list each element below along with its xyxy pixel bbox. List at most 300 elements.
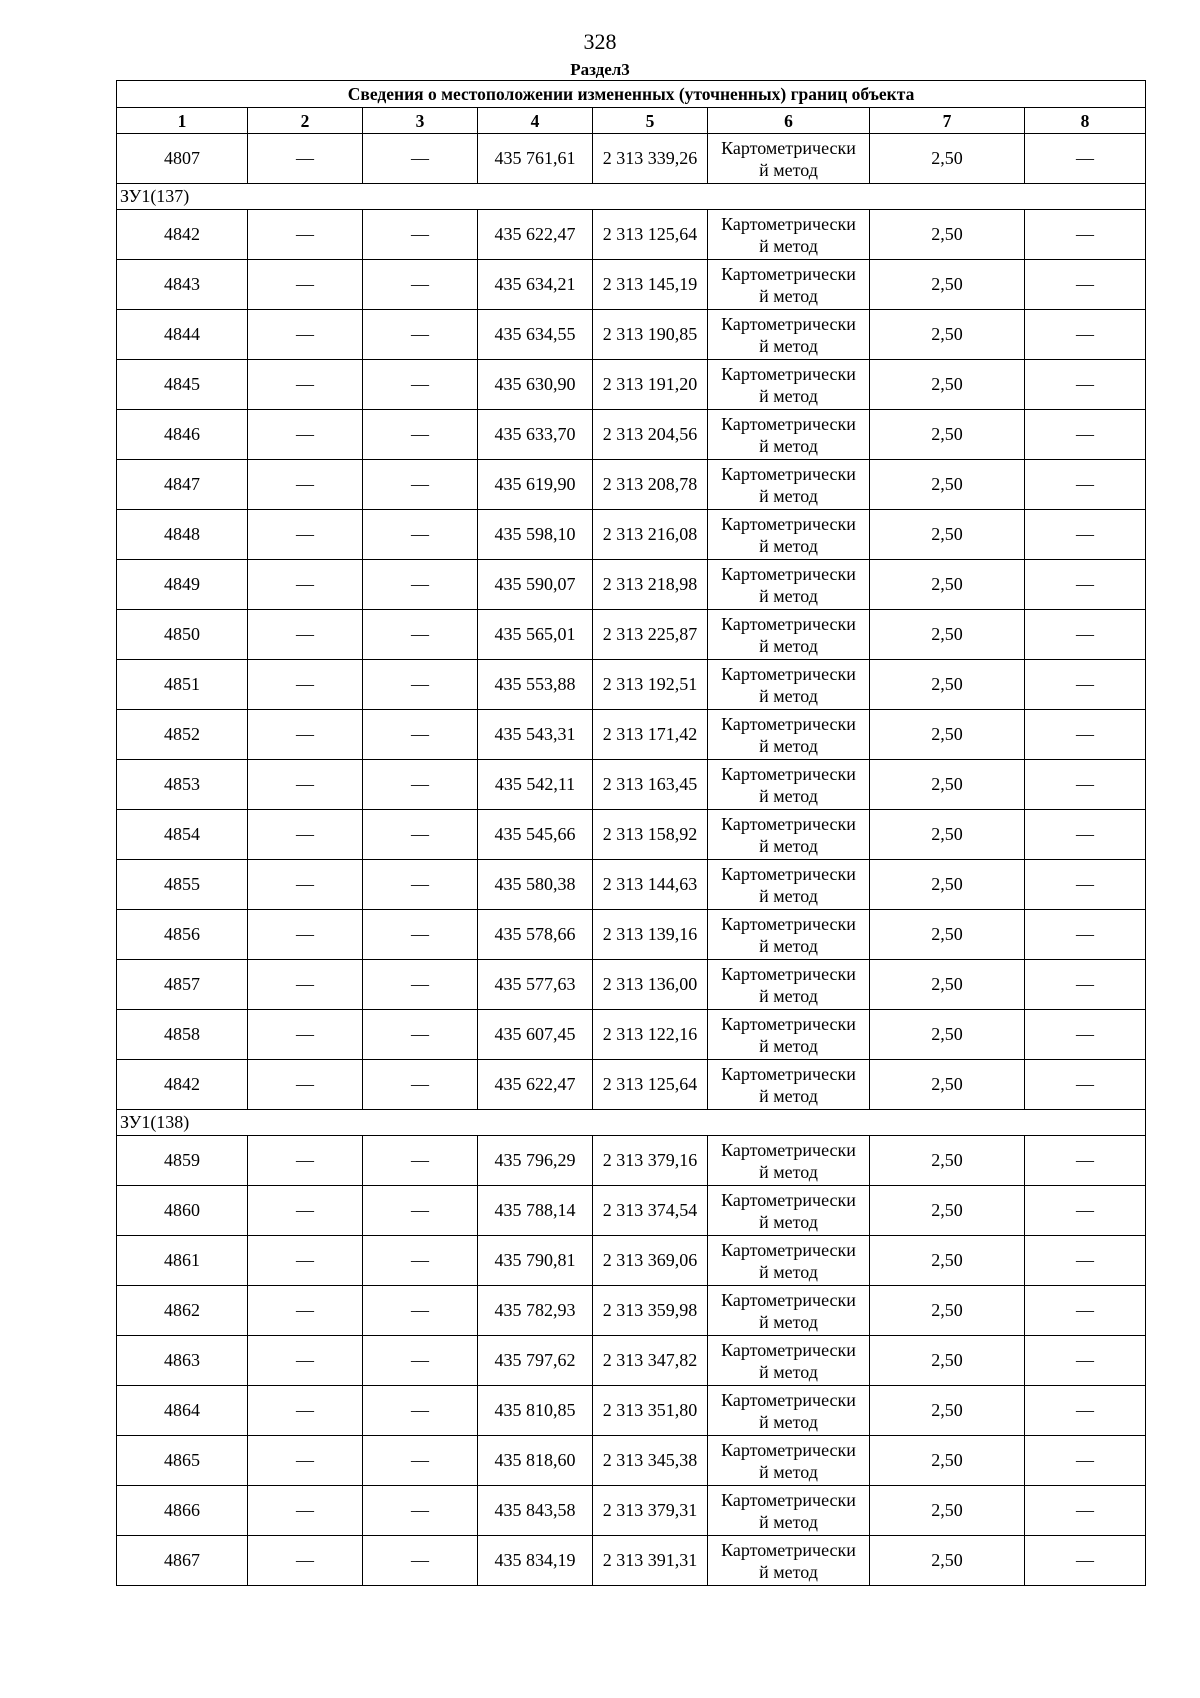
column-header: 1: [117, 108, 248, 134]
method-text-line1: Картометрически: [721, 213, 856, 234]
column-header: 4: [478, 108, 593, 134]
coordinate-x-cell: 435 545,66: [478, 810, 593, 860]
column-header: 2: [248, 108, 363, 134]
table-row: [117, 1060, 1146, 1110]
dash-cell: —: [248, 1186, 363, 1236]
coordinate-y-cell: 2 313 125,64: [593, 210, 708, 260]
coordinate-x-cell: 435 607,45: [478, 1010, 593, 1060]
point-number-cell: 4861: [117, 1236, 248, 1286]
method-text-line2: й метод: [759, 735, 818, 756]
dash-cell: —: [1025, 1286, 1146, 1336]
group-header-row: [117, 1110, 1146, 1136]
method-text-line1: Картометрически: [721, 663, 856, 684]
coordinate-y-cell: 2 313 204,56: [593, 410, 708, 460]
point-number-cell: 4855: [117, 860, 248, 910]
dash-cell: —: [1025, 710, 1146, 760]
dash-cell: —: [1025, 134, 1146, 184]
dash-cell: —: [1025, 760, 1146, 810]
method-cell: [708, 1236, 870, 1286]
coordinate-y-cell: 2 313 218,98: [593, 560, 708, 610]
coordinate-x-cell: 435 619,90: [478, 460, 593, 510]
coordinate-y-cell: 2 313 163,45: [593, 760, 708, 810]
dash-cell: —: [248, 1386, 363, 1436]
point-number-cell: 4848: [117, 510, 248, 560]
coordinate-y-cell: 2 313 379,16: [593, 1136, 708, 1186]
dash-cell: —: [363, 360, 478, 410]
dash-cell: —: [363, 710, 478, 760]
dash-cell: —: [363, 1486, 478, 1536]
coordinate-y-cell: 2 313 145,19: [593, 260, 708, 310]
accuracy-cell: 2,50: [870, 960, 1025, 1010]
point-number-cell: 4865: [117, 1436, 248, 1486]
table-row: [117, 360, 1146, 410]
dash-cell: —: [1025, 1436, 1146, 1486]
dash-cell: —: [248, 1536, 363, 1586]
section-label: Раздел3: [570, 60, 630, 79]
method-text-line2: й метод: [759, 885, 818, 906]
coordinate-x-cell: 435 553,88: [478, 660, 593, 710]
point-number-cell: 4807: [117, 134, 248, 184]
table-row: [117, 1386, 1146, 1436]
point-number-cell: 4852: [117, 710, 248, 760]
method-cell: [708, 610, 870, 660]
coordinate-y-cell: 2 313 359,98: [593, 1286, 708, 1336]
coordinate-y-cell: 2 313 379,31: [593, 1486, 708, 1536]
table-row: [117, 810, 1146, 860]
dash-cell: —: [363, 560, 478, 610]
accuracy-cell: 2,50: [870, 710, 1025, 760]
table-row: [117, 710, 1146, 760]
accuracy-cell: 2,50: [870, 1336, 1025, 1386]
accuracy-cell: 2,50: [870, 460, 1025, 510]
point-number-cell: 4843: [117, 260, 248, 310]
dash-cell: —: [1025, 1186, 1146, 1236]
coordinate-x-cell: 435 598,10: [478, 510, 593, 560]
method-text-line2: й метод: [759, 835, 818, 856]
dash-cell: —: [363, 1060, 478, 1110]
dash-cell: —: [248, 860, 363, 910]
method-text-line1: Картометрически: [721, 1139, 856, 1160]
method-text-line1: Картометрически: [721, 713, 856, 734]
method-cell: [708, 1010, 870, 1060]
dash-cell: —: [248, 460, 363, 510]
dash-cell: —: [363, 1136, 478, 1186]
accuracy-cell: 2,50: [870, 1186, 1025, 1236]
point-number-cell: 4847: [117, 460, 248, 510]
dash-cell: —: [363, 1536, 478, 1586]
coordinate-x-cell: 435 843,58: [478, 1486, 593, 1536]
method-text-line1: Картометрически: [721, 263, 856, 284]
point-number-cell: 4846: [117, 410, 248, 460]
dash-cell: —: [1025, 1236, 1146, 1286]
dash-cell: —: [363, 760, 478, 810]
table-row: [117, 1186, 1146, 1236]
dash-cell: —: [363, 210, 478, 260]
point-number-cell: 4854: [117, 810, 248, 860]
dash-cell: —: [248, 260, 363, 310]
accuracy-cell: 2,50: [870, 1436, 1025, 1486]
table-row: [117, 460, 1146, 510]
method-text-line1: Картометрически: [721, 863, 856, 884]
column-number-row: [117, 108, 1146, 134]
coordinate-x-cell: 435 634,55: [478, 310, 593, 360]
table-row: [117, 134, 1146, 184]
method-cell: [708, 210, 870, 260]
table-row: [117, 510, 1146, 560]
accuracy-cell: 2,50: [870, 134, 1025, 184]
dash-cell: —: [1025, 660, 1146, 710]
method-cell: [708, 1286, 870, 1336]
point-number-cell: 4867: [117, 1536, 248, 1586]
coordinate-x-cell: 435 543,31: [478, 710, 593, 760]
coordinate-y-cell: 2 313 136,00: [593, 960, 708, 1010]
dash-cell: —: [248, 1010, 363, 1060]
point-number-cell: 4842: [117, 1060, 248, 1110]
method-text-line1: Картометрически: [721, 613, 856, 634]
method-text-line1: Картометрически: [721, 1239, 856, 1260]
dash-cell: —: [1025, 1336, 1146, 1386]
method-cell: [708, 960, 870, 1010]
accuracy-cell: 2,50: [870, 1486, 1025, 1536]
table-row: [117, 1236, 1146, 1286]
point-number-cell: 4842: [117, 210, 248, 260]
dash-cell: —: [1025, 260, 1146, 310]
coordinate-x-cell: 435 622,47: [478, 1060, 593, 1110]
method-text-line2: й метод: [759, 1511, 818, 1532]
dash-cell: —: [248, 760, 363, 810]
dash-cell: —: [1025, 310, 1146, 360]
dash-cell: —: [248, 134, 363, 184]
accuracy-cell: 2,50: [870, 1286, 1025, 1336]
table-row: [117, 1336, 1146, 1386]
dash-cell: —: [248, 910, 363, 960]
accuracy-cell: 2,50: [870, 1060, 1025, 1110]
method-text-line2: й метод: [759, 1361, 818, 1382]
dash-cell: —: [363, 260, 478, 310]
point-number-cell: 4844: [117, 310, 248, 360]
method-cell: [708, 1386, 870, 1436]
accuracy-cell: 2,50: [870, 760, 1025, 810]
column-header: 7: [870, 108, 1025, 134]
dash-cell: —: [1025, 510, 1146, 560]
coordinate-x-cell: 435 818,60: [478, 1436, 593, 1486]
method-text-line2: й метод: [759, 385, 818, 406]
dash-cell: —: [363, 960, 478, 1010]
dash-cell: —: [1025, 1536, 1146, 1586]
method-text-line2: й метод: [759, 935, 818, 956]
column-header: 3: [363, 108, 478, 134]
method-text-line2: й метод: [759, 335, 818, 356]
table-title: Сведения о местоположении измененных (уточненных) границ объекта: [117, 81, 1146, 108]
group-label: ЗУ1(138): [117, 1110, 1146, 1136]
coordinate-y-cell: 2 313 216,08: [593, 510, 708, 560]
dash-cell: —: [363, 1336, 478, 1386]
accuracy-cell: 2,50: [870, 1536, 1025, 1586]
coordinate-y-cell: 2 313 158,92: [593, 810, 708, 860]
dash-cell: —: [1025, 810, 1146, 860]
method-text-line1: Картометрически: [721, 413, 856, 434]
method-text-line1: Картометрически: [721, 913, 856, 934]
method-text-line1: Картометрически: [721, 1189, 856, 1210]
method-text-line1: Картометрически: [721, 1439, 856, 1460]
method-text-line1: Картометрически: [721, 1063, 856, 1084]
group-label: ЗУ1(137): [117, 184, 1146, 210]
point-number-cell: 4845: [117, 360, 248, 410]
method-cell: [708, 860, 870, 910]
coordinate-y-cell: 2 313 191,20: [593, 360, 708, 410]
table-row: [117, 860, 1146, 910]
method-text-line2: й метод: [759, 1461, 818, 1482]
table-row: [117, 910, 1146, 960]
dash-cell: —: [363, 860, 478, 910]
accuracy-cell: 2,50: [870, 310, 1025, 360]
method-text-line1: Картометрически: [721, 1339, 856, 1360]
dash-cell: —: [1025, 560, 1146, 610]
group-header-row: [117, 184, 1146, 210]
dash-cell: —: [1025, 960, 1146, 1010]
dash-cell: —: [363, 1186, 478, 1236]
table-row: [117, 610, 1146, 660]
dash-cell: —: [248, 1060, 363, 1110]
dash-cell: —: [363, 910, 478, 960]
coordinate-y-cell: 2 313 125,64: [593, 1060, 708, 1110]
method-cell: [708, 1336, 870, 1386]
dash-cell: —: [1025, 610, 1146, 660]
method-text-line2: й метод: [759, 435, 818, 456]
dash-cell: —: [248, 710, 363, 760]
method-text-line2: й метод: [759, 485, 818, 506]
dash-cell: —: [248, 1286, 363, 1336]
coordinate-x-cell: 435 790,81: [478, 1236, 593, 1286]
accuracy-cell: 2,50: [870, 210, 1025, 260]
accuracy-cell: 2,50: [870, 1010, 1025, 1060]
coordinate-x-cell: 435 542,11: [478, 760, 593, 810]
method-cell: [708, 910, 870, 960]
dash-cell: —: [1025, 410, 1146, 460]
coordinate-y-cell: 2 313 374,54: [593, 1186, 708, 1236]
accuracy-cell: 2,50: [870, 610, 1025, 660]
method-cell: [708, 260, 870, 310]
point-number-cell: 4858: [117, 1010, 248, 1060]
method-cell: [708, 510, 870, 560]
method-cell: [708, 310, 870, 360]
accuracy-cell: 2,50: [870, 810, 1025, 860]
method-text-line1: Картометрически: [721, 1289, 856, 1310]
method-cell: [708, 1186, 870, 1236]
method-cell: [708, 360, 870, 410]
table-row: [117, 410, 1146, 460]
method-cell: [708, 560, 870, 610]
dash-cell: —: [363, 460, 478, 510]
dash-cell: —: [248, 810, 363, 860]
method-cell: [708, 660, 870, 710]
method-text-line1: Картометрически: [721, 563, 856, 584]
method-text-line2: й метод: [759, 535, 818, 556]
point-number-cell: 4853: [117, 760, 248, 810]
coordinate-y-cell: 2 313 144,63: [593, 860, 708, 910]
dash-cell: —: [1025, 910, 1146, 960]
coordinate-y-cell: 2 313 171,42: [593, 710, 708, 760]
dash-cell: —: [363, 810, 478, 860]
table-row: [117, 1486, 1146, 1536]
table-row: [117, 1436, 1146, 1486]
method-cell: [708, 810, 870, 860]
dash-cell: —: [1025, 360, 1146, 410]
accuracy-cell: 2,50: [870, 560, 1025, 610]
coordinate-y-cell: 2 313 190,85: [593, 310, 708, 360]
dash-cell: —: [248, 410, 363, 460]
coordinate-y-cell: 2 313 345,38: [593, 1436, 708, 1486]
point-number-cell: 4862: [117, 1286, 248, 1336]
method-cell: [708, 460, 870, 510]
coordinate-x-cell: 435 590,07: [478, 560, 593, 610]
dash-cell: —: [363, 410, 478, 460]
method-text-line2: й метод: [759, 1211, 818, 1232]
boundary-coordinates-table: [116, 80, 1146, 1586]
dash-cell: —: [1025, 1486, 1146, 1536]
point-number-cell: 4856: [117, 910, 248, 960]
dash-cell: —: [248, 1436, 363, 1486]
coordinate-y-cell: 2 313 192,51: [593, 660, 708, 710]
table-row: [117, 960, 1146, 1010]
accuracy-cell: 2,50: [870, 1236, 1025, 1286]
coordinate-x-cell: 435 577,63: [478, 960, 593, 1010]
dash-cell: —: [1025, 1060, 1146, 1110]
method-text-line2: й метод: [759, 159, 818, 180]
dash-cell: —: [363, 610, 478, 660]
method-text-line1: Картометрически: [721, 1489, 856, 1510]
column-header: 6: [708, 108, 870, 134]
method-text-line2: й метод: [759, 235, 818, 256]
accuracy-cell: 2,50: [870, 360, 1025, 410]
dash-cell: —: [248, 1236, 363, 1286]
dash-cell: —: [248, 960, 363, 1010]
method-text-line2: й метод: [759, 635, 818, 656]
coordinate-y-cell: 2 313 122,16: [593, 1010, 708, 1060]
dash-cell: —: [248, 1136, 363, 1186]
table-row: [117, 1286, 1146, 1336]
accuracy-cell: 2,50: [870, 1386, 1025, 1436]
table-row: [117, 1010, 1146, 1060]
coordinate-y-cell: 2 313 208,78: [593, 460, 708, 510]
table-row: [117, 260, 1146, 310]
method-text-line2: й метод: [759, 1085, 818, 1106]
method-text-line1: Картометрически: [721, 363, 856, 384]
method-text-line1: Картометрически: [721, 1389, 856, 1410]
point-number-cell: 4866: [117, 1486, 248, 1536]
dash-cell: —: [363, 1010, 478, 1060]
method-text-line1: Картометрически: [721, 1013, 856, 1034]
dash-cell: —: [248, 1486, 363, 1536]
method-text-line2: й метод: [759, 985, 818, 1006]
method-cell: [708, 1486, 870, 1536]
page-number: 328: [583, 29, 617, 54]
method-text-line2: й метод: [759, 685, 818, 706]
dash-cell: —: [1025, 210, 1146, 260]
point-number-cell: 4849: [117, 560, 248, 610]
method-text-line2: й метод: [759, 1161, 818, 1182]
dash-cell: —: [363, 134, 478, 184]
column-header: 8: [1025, 108, 1146, 134]
accuracy-cell: 2,50: [870, 410, 1025, 460]
coordinate-y-cell: 2 313 369,06: [593, 1236, 708, 1286]
point-number-cell: 4863: [117, 1336, 248, 1386]
dash-cell: —: [248, 610, 363, 660]
method-text-line1: Картометрически: [721, 513, 856, 534]
dash-cell: —: [363, 660, 478, 710]
table-row: [117, 310, 1146, 360]
point-number-cell: 4860: [117, 1186, 248, 1236]
coordinate-x-cell: 435 788,14: [478, 1186, 593, 1236]
coordinate-x-cell: 435 761,61: [478, 134, 593, 184]
coordinate-x-cell: 435 565,01: [478, 610, 593, 660]
table-row: [117, 660, 1146, 710]
method-text-line1: Картометрически: [721, 313, 856, 334]
method-cell: [708, 1136, 870, 1186]
method-cell: [708, 1060, 870, 1110]
method-cell: [708, 410, 870, 460]
coordinate-x-cell: 435 797,62: [478, 1336, 593, 1386]
dash-cell: —: [248, 1336, 363, 1386]
dash-cell: —: [248, 210, 363, 260]
method-cell: [708, 710, 870, 760]
point-number-cell: 4857: [117, 960, 248, 1010]
accuracy-cell: 2,50: [870, 1136, 1025, 1186]
dash-cell: —: [1025, 860, 1146, 910]
table-title-row: [117, 81, 1146, 108]
coordinate-x-cell: 435 796,29: [478, 1136, 593, 1186]
method-cell: [708, 134, 870, 184]
method-text-line1: Картометрически: [721, 463, 856, 484]
dash-cell: —: [1025, 1386, 1146, 1436]
table-row: [117, 760, 1146, 810]
dash-cell: —: [1025, 460, 1146, 510]
coordinate-x-cell: 435 630,90: [478, 360, 593, 410]
coordinate-y-cell: 2 313 391,31: [593, 1536, 708, 1586]
method-text-line2: й метод: [759, 1035, 818, 1056]
method-text-line2: й метод: [759, 1261, 818, 1282]
accuracy-cell: 2,50: [870, 910, 1025, 960]
point-number-cell: 4864: [117, 1386, 248, 1436]
coordinate-x-cell: 435 834,19: [478, 1536, 593, 1586]
method-text-line1: Картометрически: [721, 963, 856, 984]
method-text-line2: й метод: [759, 1411, 818, 1432]
accuracy-cell: 2,50: [870, 660, 1025, 710]
method-text-line2: й метод: [759, 785, 818, 806]
table-row: [117, 560, 1146, 610]
coordinate-y-cell: 2 313 225,87: [593, 610, 708, 660]
method-text-line1: Картометрически: [721, 137, 856, 158]
accuracy-cell: 2,50: [870, 510, 1025, 560]
method-cell: [708, 1536, 870, 1586]
accuracy-cell: 2,50: [870, 860, 1025, 910]
coordinate-y-cell: 2 313 139,16: [593, 910, 708, 960]
method-cell: [708, 760, 870, 810]
column-header: 5: [593, 108, 708, 134]
method-text-line2: й метод: [759, 1561, 818, 1582]
accuracy-cell: 2,50: [870, 260, 1025, 310]
point-number-cell: 4859: [117, 1136, 248, 1186]
dash-cell: —: [248, 360, 363, 410]
dash-cell: —: [248, 560, 363, 610]
table-row: [117, 210, 1146, 260]
coordinate-x-cell: 435 633,70: [478, 410, 593, 460]
coordinate-x-cell: 435 622,47: [478, 210, 593, 260]
table-row: [117, 1136, 1146, 1186]
dash-cell: —: [1025, 1136, 1146, 1186]
method-text-line1: Картометрически: [721, 813, 856, 834]
coordinate-x-cell: 435 782,93: [478, 1286, 593, 1336]
